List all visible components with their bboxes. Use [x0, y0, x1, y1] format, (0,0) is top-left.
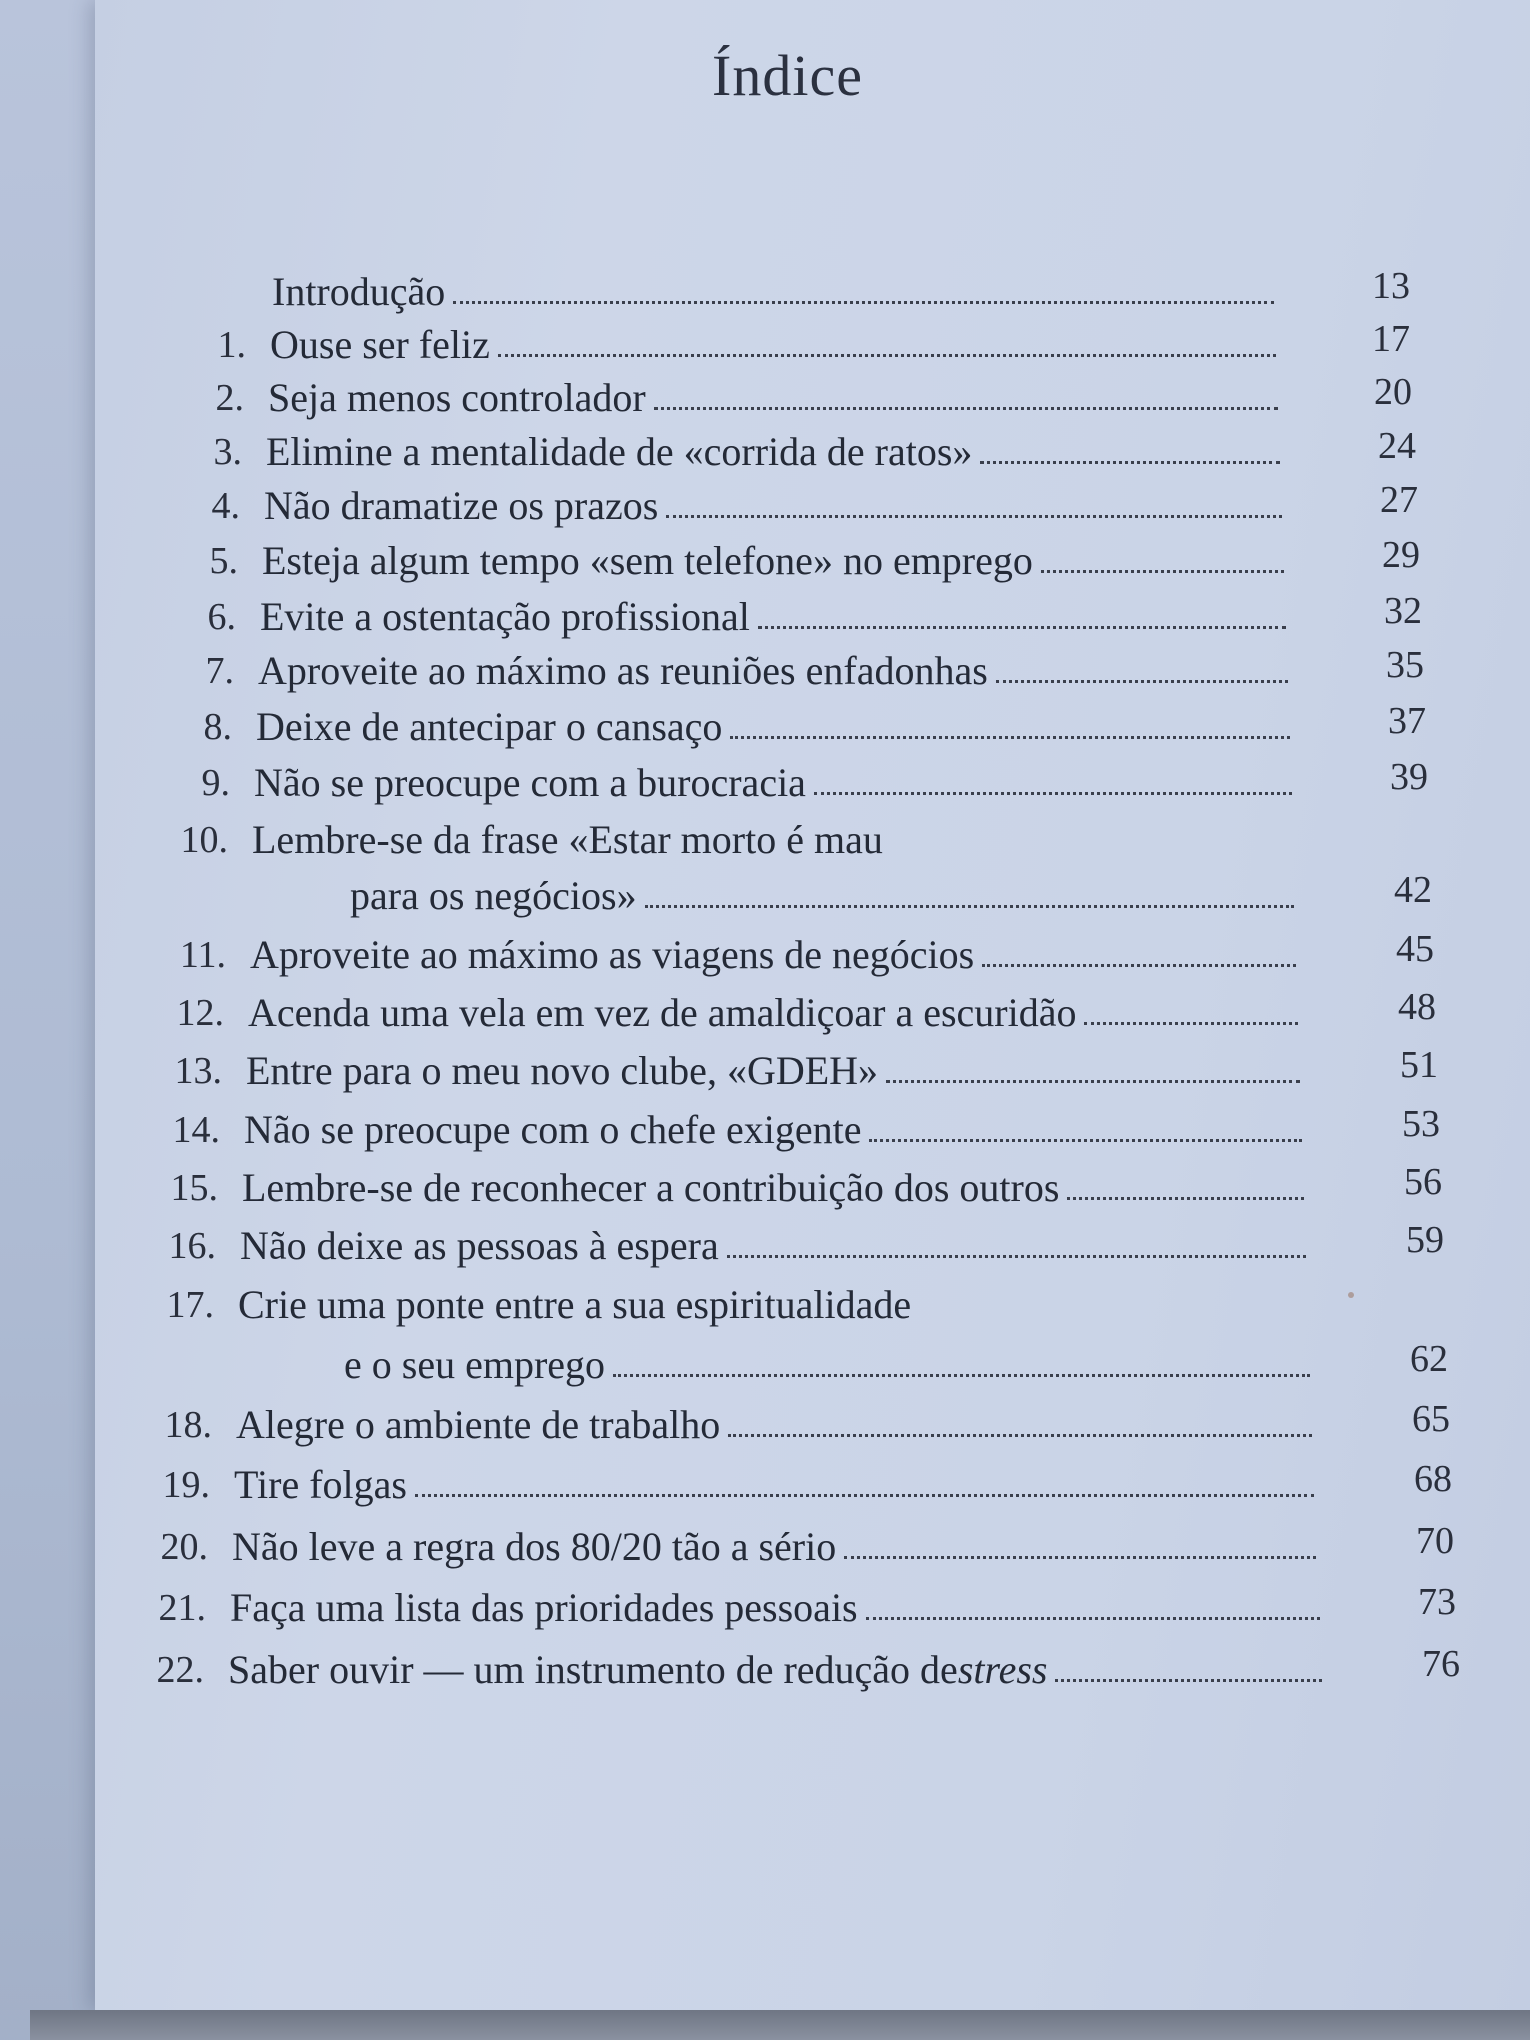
toc-entry-page: 73	[1418, 1581, 1456, 1623]
dot-leader	[453, 301, 1274, 304]
toc-entry	[0, 1578, 1530, 1638]
toc-entry-title: Elimine a mentalidade de «corrida de ratos»	[266, 429, 973, 474]
toc-entry-number: 8.	[203, 706, 232, 748]
toc-entry-page: 59	[1406, 1219, 1444, 1261]
toc-entry	[0, 697, 1530, 757]
toc-entry-number: 16.	[168, 1225, 216, 1267]
toc-entry-number: 6.	[207, 596, 236, 638]
toc-entry	[0, 531, 1530, 591]
toc-entry-page: 51	[1400, 1044, 1438, 1086]
toc-entry-title: Não se preocupe com o chefe exigente	[244, 1107, 862, 1152]
toc-entry-page: 24	[1378, 425, 1416, 467]
dot-leader	[1084, 1022, 1298, 1025]
toc-entry-title: Lembre-se da frase «Estar morto é mau	[252, 817, 883, 862]
toc-entry	[0, 1517, 1530, 1577]
dot-leader	[1055, 1679, 1322, 1682]
toc-entry-number: 15.	[170, 1167, 218, 1209]
toc-entry	[0, 315, 1530, 375]
toc-entry-number: 13.	[174, 1050, 222, 1092]
dot-leader	[666, 515, 1282, 518]
toc-entry	[0, 641, 1530, 701]
toc-entry-title: Aproveite ao máximo as viagens de negócios	[250, 932, 975, 977]
dot-leader	[814, 792, 1292, 795]
dot-leader	[415, 1494, 1314, 1497]
dot-leader	[1067, 1197, 1304, 1200]
toc-entry-number: 9.	[201, 762, 230, 804]
toc-entry	[0, 422, 1530, 482]
toc-entry-page: 48	[1398, 986, 1436, 1028]
toc-entry-title: Seja menos controlador	[268, 375, 646, 420]
toc-entry	[0, 925, 1530, 985]
toc-entry	[0, 1275, 1530, 1387]
toc-entry	[0, 1100, 1530, 1160]
toc-entry-page: 32	[1384, 590, 1422, 632]
dot-leader	[758, 626, 1286, 629]
toc-entry-number: 22.	[156, 1649, 204, 1691]
dot-leader	[645, 905, 1294, 908]
toc-entry-number: 12.	[176, 992, 224, 1034]
toc-entry-number: 10.	[180, 819, 228, 861]
toc-entry-title: Deixe de antecipar o cansaço	[256, 704, 723, 749]
toc-entry-number: 19.	[162, 1464, 210, 1506]
toc-entry	[0, 1395, 1530, 1455]
toc-entry-number: 18.	[164, 1404, 212, 1446]
toc-entry-title-continued: e o seu emprego	[344, 1342, 606, 1387]
toc-entry-page: 39	[1390, 756, 1428, 798]
toc-entry	[0, 587, 1530, 647]
toc-entry-page: 70	[1416, 1520, 1454, 1562]
toc-entry-title: Lembre-se de reconhecer a contribuição dos outros	[242, 1165, 1060, 1210]
dot-leader	[996, 680, 1288, 683]
toc-entry-title: Não leve a regra dos 80/20 tão a sério	[232, 1524, 837, 1569]
dot-leader	[613, 1374, 1310, 1377]
toc-entry-title: Saber ouvir — um instrumento de redução de	[228, 1647, 958, 1692]
toc-entry-page: 42	[1394, 869, 1432, 911]
toc-entry-number: 4.	[211, 485, 240, 527]
toc-entry-page: 56	[1404, 1161, 1442, 1203]
toc-entry-title: Tire folgas	[234, 1462, 407, 1507]
toc-entry-title: Acenda uma vela em vez de amaldiçoar a escuridão	[248, 990, 1077, 1035]
toc-entry	[0, 262, 1530, 322]
toc-entry-number: 20.	[160, 1526, 208, 1568]
toc-entry-title: Crie uma ponte entre a sua espiritualidade	[238, 1282, 912, 1327]
dot-leader	[869, 1139, 1302, 1142]
toc-entry	[0, 1640, 1530, 1700]
toc-entry-page: 29	[1382, 534, 1420, 576]
dot-leader	[727, 1255, 1306, 1258]
toc-entry-number: 21.	[158, 1587, 206, 1629]
toc-entry	[0, 1455, 1530, 1515]
toc-entry	[0, 753, 1530, 813]
toc-entry-number: 7.	[205, 650, 234, 692]
toc-entry	[0, 368, 1530, 428]
toc-entry-title: Evite a ostentação profissional	[260, 594, 750, 639]
dot-leader	[730, 736, 1290, 739]
toc-entry-number: 14.	[172, 1109, 220, 1151]
page-title: Índice	[712, 43, 863, 108]
toc-entry-page: 45	[1396, 928, 1434, 970]
toc-entry-title: Não dramatize os prazos	[264, 483, 659, 528]
toc-entry-title: Alegre o ambiente de trabalho	[236, 1402, 721, 1447]
toc-entry	[0, 476, 1530, 536]
toc-entry-number: 2.	[215, 377, 244, 419]
toc-entry-number: 17.	[166, 1284, 214, 1326]
toc-entry-title: Esteja algum tempo «sem telefone» no emprego	[262, 538, 1033, 583]
toc-entry-number: 3.	[213, 431, 242, 473]
toc-entry-title: Entre para o meu novo clube, «GDEH»	[246, 1048, 879, 1093]
toc-entry-page: 27	[1380, 479, 1418, 521]
toc-entry-number: 1.	[217, 324, 246, 366]
dot-leader	[980, 461, 1280, 464]
toc-entry-number: 5.	[209, 540, 238, 582]
toc-entry-title: Introdução	[272, 269, 446, 314]
toc-entry	[0, 1216, 1530, 1276]
dot-leader	[844, 1556, 1316, 1559]
toc-entry-page: 65	[1412, 1398, 1450, 1440]
dot-leader	[866, 1617, 1320, 1620]
toc-entry-page: 13	[1372, 265, 1410, 307]
toc-entry-page: 37	[1388, 700, 1426, 742]
toc-entry	[0, 1041, 1530, 1101]
toc-entry-page: 62	[1410, 1338, 1448, 1380]
toc-entry-page: 76	[1422, 1643, 1460, 1685]
toc-entry-title: Não se preocupe com a burocracia	[254, 760, 806, 805]
dot-leader	[886, 1080, 1300, 1083]
toc-entry-page: 17	[1372, 318, 1410, 360]
dot-leader	[982, 964, 1296, 967]
toc-entry-title: Não deixe as pessoas à espera	[240, 1223, 719, 1268]
toc-entry	[0, 983, 1530, 1043]
dot-leader	[654, 407, 1278, 410]
toc-entry-page: 68	[1414, 1458, 1452, 1500]
toc-entry-title-italic: stress	[957, 1647, 1048, 1692]
toc-entry-title: Faça uma lista das prioridades pessoais	[230, 1585, 858, 1630]
dot-leader	[728, 1434, 1312, 1437]
dot-leader	[1041, 570, 1284, 573]
toc-entry	[0, 1158, 1530, 1218]
toc-entry-title: Aproveite ao máximo as reuniões enfadonhas	[258, 648, 988, 693]
toc-entry-title: Ouse ser feliz	[270, 322, 490, 367]
dot-leader	[498, 354, 1276, 357]
toc-entry-page: 20	[1374, 371, 1412, 413]
toc-entry	[0, 810, 1530, 918]
toc-entry-number: 11.	[179, 934, 226, 976]
toc-entry-page: 35	[1386, 644, 1424, 686]
toc-entry-page: 53	[1402, 1103, 1440, 1145]
toc-entry-title-continued: para os negócios»	[350, 873, 637, 918]
